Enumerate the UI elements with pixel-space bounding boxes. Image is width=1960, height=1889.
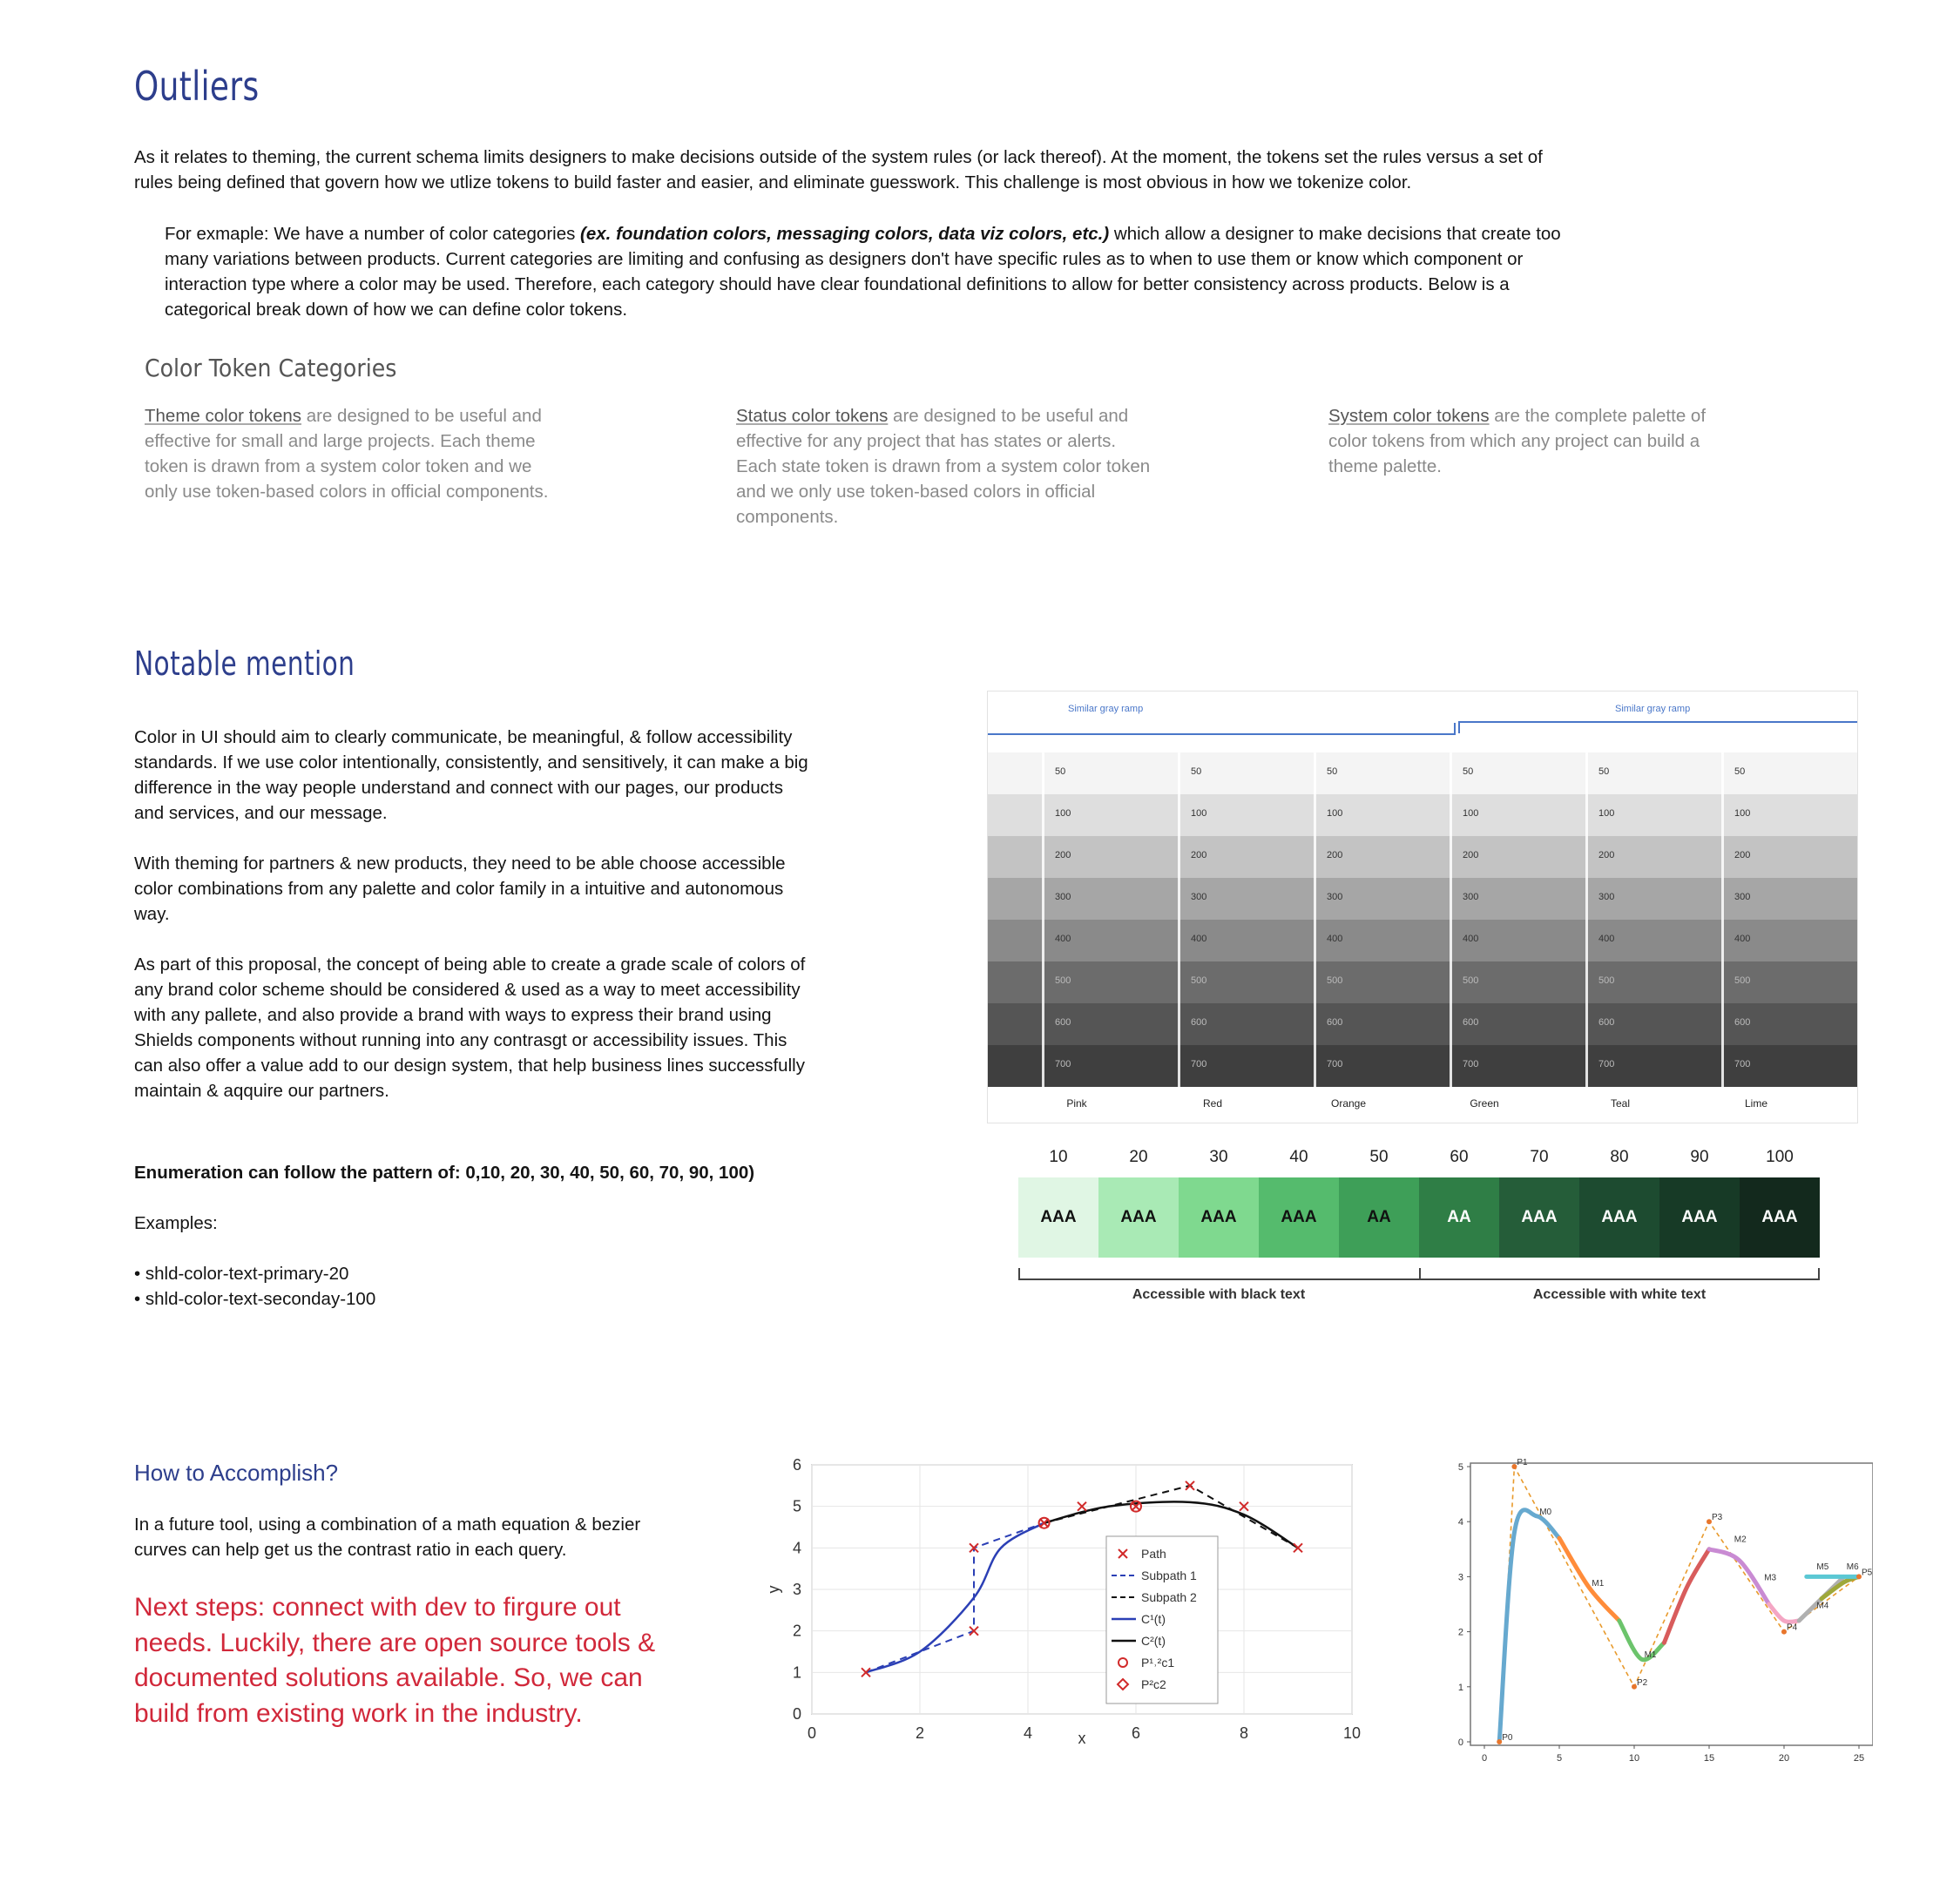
category-line: effective for small and large projects. Each theme [145,431,536,451]
examples-label: Examples: [134,1213,218,1233]
y-tick-label: 4 [792,1539,801,1557]
gray-ramp-row [988,836,1857,878]
gray-ramp-step: 300 [1327,892,1343,902]
gray-ramp-step: 50 [1598,766,1610,777]
gray-ramp-step: 300 [1055,892,1071,902]
notable-line: Color in UI should aim to clearly communicate, be meaningful, & follow accessibility [134,727,793,747]
accomplish-line: In a future tool, using a combination of a math equation & bezier [134,1515,641,1535]
bezier-path-chart [758,1454,1368,1759]
gray-ramp-step: 700 [1055,1059,1071,1069]
gray-ramp-divider [1042,752,1044,1087]
x-tick-label: 5 [1556,1753,1563,1764]
gray-ramp-row [988,1045,1857,1087]
green-scale-swatch: AAA [1579,1177,1659,1258]
y-tick-label: 6 [792,1456,801,1474]
gray-ramp-step: 500 [1055,975,1071,986]
y-axis-label: y [765,1585,782,1594]
white-text-bracket [1417,1268,1820,1280]
green-scale-numbers [1018,1148,1820,1171]
point-label: M5 [1816,1562,1829,1573]
point-label: M6 [1846,1562,1859,1573]
category-line: color tokens from which any project can build a [1328,431,1700,451]
gray-ramp-step: 300 [1463,892,1479,902]
gray-ramp-step: 100 [1734,808,1751,819]
y-tick-label: 5 [1457,1462,1463,1473]
gray-ramp-step: 600 [1463,1017,1479,1028]
notable-line: Shields components without running into any contrasgt or accessibility issues. This [134,1030,787,1050]
category-line [1328,403,1851,428]
gray-ramp-step: 50 [1463,766,1474,777]
gray-ramp-step: 700 [1734,1059,1751,1069]
gray-ramp-row [988,794,1857,836]
notable-line: difference in the way people understand and connect with our pages, our products [134,778,783,798]
point-label: P4 [1787,1623,1798,1633]
gray-ramp-step: 400 [1191,934,1207,944]
notable-title: Notable mention [134,644,355,683]
gray-ramp-step: 50 [1734,766,1746,777]
green-scale-swatch: AAA [1740,1177,1820,1258]
category-line: only use token-based colors in official components. [145,482,549,502]
gray-ramp-step: 600 [1598,1017,1615,1028]
point-label: M2 [1734,1535,1747,1545]
example-text: which allow a designer to make decisions that create too [1109,224,1561,244]
legend-label: Path [1141,1547,1166,1561]
gray-ramp-row [988,961,1857,1003]
next-steps-line: build from existing work in the industry. [134,1698,583,1728]
green-scale-swatch: AAA [1018,1177,1098,1258]
notable-line: way. [134,904,170,924]
green-scale-number: 30 [1209,1148,1228,1166]
gray-ramp-group-label: Similar gray ramp [1068,704,1144,714]
notable-line: standards. If we use color intentionally, consistently, and sensitively, it can make a big [134,752,808,772]
gray-ramp-step: 500 [1734,975,1751,986]
notable-line: color combinations from any palette and color family in a intuitive and autonomous [134,879,784,899]
gray-ramp-step: 300 [1598,892,1615,902]
next-steps [134,1590,779,1731]
gray-ramp-step: 400 [1463,934,1479,944]
legend-label: C²(t) [1141,1634,1166,1648]
outliers-intro-line: As it relates to theming, the current schema limits designers to make decisions outside of the system rules (or lack thereof). At the moment, the tokens set the rules versus a set of [134,147,1543,167]
category-line [736,403,1294,428]
example-text: For exmaple: We have a number of color categories [165,224,581,244]
category-text: are designed to be useful and [888,406,1129,426]
gray-ramp-column-label: Orange [1330,1097,1367,1110]
point-label: M3 [1764,1573,1777,1583]
y-tick-label: 5 [792,1497,801,1515]
green-scale-number: 90 [1690,1148,1709,1166]
green-scale-number: 40 [1289,1148,1308,1166]
gray-ramp-column-label: Red [1202,1097,1222,1110]
gray-ramp-table [987,691,1858,1123]
gray-ramp-step: 600 [1055,1017,1071,1028]
green-scale-number: 80 [1610,1148,1629,1166]
category-text: are designed to be useful and [301,406,542,426]
point-label: P1 [1517,1458,1528,1467]
notable-body [134,725,953,1103]
gray-ramp-step: 400 [1055,934,1071,944]
gray-ramp-bracket [1458,721,1857,733]
outliers-example-line: many variations between products. Current categories are limiting and confusing as designers don't have specific rules as to when to use them or know which component or [165,249,1524,269]
notable-line: with any pallete, and also provide a brand with ways to express their brand using [134,1005,772,1025]
x-tick-label: 25 [1853,1753,1865,1764]
gray-ramp-step: 200 [1327,850,1343,860]
example-token: • shld-color-text-seconday-100 [134,1289,376,1309]
point-label: P2 [1637,1677,1648,1688]
notable-line: With theming for partners & new products, they need to be able choose accessible [134,853,786,874]
gray-ramp-step: 500 [1191,975,1207,986]
outliers-example-line [165,221,1837,246]
x-tick-label: 10 [1628,1753,1640,1764]
gray-ramp-step: 100 [1463,808,1479,819]
example-token: • shld-color-text-primary-20 [134,1264,349,1284]
x-tick-label: 8 [1239,1724,1249,1742]
notable-line: any brand color scheme should be considered & used as a way to meet accessibility [134,980,801,1000]
gray-ramp-step: 700 [1191,1059,1207,1069]
gray-ramp-divider [1721,752,1724,1087]
category-theme [145,403,702,504]
accomplish-body [134,1512,761,1562]
gray-ramp-step: 200 [1055,850,1071,860]
point-label: P3 [1712,1513,1723,1523]
examples-list [134,1261,375,1312]
gray-ramp-divider [1450,752,1452,1087]
gray-ramp-column-label: Lime [1744,1097,1767,1110]
y-tick-label: 0 [792,1705,801,1723]
notable-line: and services, and our message. [134,803,388,823]
green-scale-swatch: AAA [1499,1177,1579,1258]
green-scale-number: 70 [1530,1148,1549,1166]
gray-ramp-step: 400 [1327,934,1343,944]
x-tick-label: 4 [1023,1724,1033,1742]
black-text-label: Accessible with black text [1132,1287,1306,1302]
x-tick-label: 0 [1481,1753,1488,1764]
point-label: M4 [1816,1601,1829,1611]
point-label: M1 [1592,1579,1605,1589]
gray-ramp-column-label: Teal [1610,1097,1630,1110]
example-emphasis: (ex. foundation colors, messaging colors, data viz colors, etc.) [580,224,1110,244]
green-scale-number: 50 [1369,1148,1389,1166]
gray-ramp-step: 300 [1191,892,1207,902]
notable-line: maintain & aqquire our partners. [134,1081,389,1101]
x-tick-label: 20 [1778,1753,1790,1764]
gray-ramp-step: 50 [1327,766,1338,777]
y-tick-label: 1 [792,1663,801,1682]
category-lead: System color tokens [1328,406,1490,426]
gray-ramp-step: 600 [1191,1017,1207,1028]
category-line: theme palette. [1328,456,1442,476]
x-tick-label: 2 [915,1724,925,1742]
notable-line: As part of this proposal, the concept of being able to create a grade scale of colors of [134,955,806,975]
gray-ramp-step: 500 [1598,975,1615,986]
green-scale-number: 100 [1766,1148,1794,1166]
category-lead: Status color tokens [736,406,889,426]
point-label: P5 [1862,1568,1873,1578]
legend-label: C¹(t) [1141,1612,1166,1626]
gray-ramp-step: 400 [1598,934,1615,944]
gray-ramp-step: 700 [1598,1059,1615,1069]
category-status [736,403,1294,530]
gray-ramp-step: 100 [1598,808,1615,819]
gray-ramp-step: 50 [1055,766,1066,777]
accomplish-line: curves can help get us the contrast ratio in each query. [134,1540,567,1560]
green-scale-swatch: AAA [1098,1177,1179,1258]
gray-ramp-step: 300 [1734,892,1751,902]
gray-ramp-grid [988,752,1857,1087]
green-scale-swatch: AAA [1179,1177,1259,1258]
green-scale-swatch: AAA [1259,1177,1339,1258]
gray-ramp-divider [1178,752,1180,1087]
plot-area [1470,1463,1873,1745]
outliers-intro [134,145,1842,195]
gray-ramp-step: 200 [1598,850,1615,860]
black-text-bracket [1018,1268,1421,1280]
x-tick-label: 6 [1131,1724,1141,1742]
green-scale-swatch: AA [1419,1177,1499,1258]
green-scale-number: 60 [1450,1148,1469,1166]
category-line: token is drawn from a system color token and we [145,456,532,476]
gray-ramp-step: 600 [1734,1017,1751,1028]
y-tick-label: 2 [792,1622,801,1640]
gray-ramp-divider [1585,752,1588,1087]
category-text: are the complete palette of [1489,406,1707,426]
gray-ramp-step: 200 [1734,850,1751,860]
y-tick-label: 3 [1457,1572,1463,1583]
outliers-example-line: categorical break down of how we can define color tokens. [165,300,628,320]
legend-label: Subpath 2 [1141,1590,1197,1604]
legend-label: Subpath 1 [1141,1569,1197,1582]
x-tick-label: 15 [1703,1753,1715,1764]
category-lead: Theme color tokens [145,406,302,426]
gray-ramp-step: 200 [1191,850,1207,860]
category-line: components. [736,507,839,527]
point-label: P0 [1502,1733,1513,1743]
x-axis-label: x [1078,1730,1086,1747]
gray-ramp-row [988,878,1857,920]
gray-ramp-row [988,752,1857,794]
next-steps-line: documented solutions available. So, we can [134,1663,643,1692]
gray-ramp-column-labels [988,1094,1857,1115]
outliers-title: Outliers [134,63,260,110]
green-scale-swatch: AA [1339,1177,1419,1258]
category-line: and we only use token-based colors in official [736,482,1096,502]
legend-label: P²c2 [1141,1677,1166,1691]
notable-line: can also offer a value add to our design system, that help business lines successfully [134,1056,805,1076]
enumeration-text: Enumeration can follow the pattern of: 0,10, 20, 30, 40, 50, 60, 70, 90, 100) [134,1163,755,1183]
category-line [145,403,702,428]
gray-ramp-step: 100 [1327,808,1343,819]
gray-ramp-column-label: Green [1470,1097,1499,1110]
outliers-example [165,221,1837,322]
categories-title: Color Token Categories [145,354,397,382]
gray-ramp-step: 700 [1327,1059,1343,1069]
outliers-example-line: interaction type where a color may be used. Therefore, each category should have clear foundational definitions to allow for better consistency across products. Below is a [165,274,1510,294]
gray-ramp-step: 700 [1463,1059,1479,1069]
category-line: Each state token is drawn from a system color token [736,456,1151,476]
gray-ramp-column-label: Pink [1066,1097,1087,1110]
gray-ramp-step: 200 [1463,850,1479,860]
y-tick-label: 1 [1457,1682,1463,1693]
legend-label: P¹˒²c1 [1141,1656,1175,1670]
point-label: M0 [1539,1507,1552,1517]
gray-ramp-step: 600 [1327,1017,1343,1028]
gray-ramp-step: 400 [1734,934,1751,944]
y-tick-label: 4 [1457,1517,1463,1528]
gray-ramp-row [988,1003,1857,1045]
green-scale-swatch: AAA [1659,1177,1740,1258]
x-tick-label: 0 [807,1724,817,1742]
y-tick-label: 3 [792,1581,801,1598]
outliers-intro-line: rules being defined that govern how we utlize tokens to build faster and easier, and eliminate guesswork. This challenge is most obvious in how we tokenize color. [134,172,1412,192]
green-scale [1018,1177,1820,1258]
gray-ramp-step: 50 [1191,766,1202,777]
gray-ramp-step: 100 [1055,808,1071,819]
gray-ramp-bracket [988,723,1456,735]
green-scale-number: 10 [1049,1148,1068,1166]
bezier-spline-chart [1455,1456,1873,1770]
gray-ramp-divider [1314,752,1316,1087]
y-tick-label: 0 [1457,1737,1463,1748]
category-line: effective for any project that has states or alerts. [736,431,1117,451]
x-tick-label: 10 [1342,1724,1362,1742]
gray-ramp-group-label: Similar gray ramp [1615,704,1691,714]
next-steps-line: needs. Luckily, there are open source tools & [134,1628,656,1657]
gray-ramp-step: 100 [1191,808,1207,819]
paragraph-spacer [134,826,953,851]
gray-ramp-step: 500 [1463,975,1479,986]
point-label: M1 [1644,1650,1657,1661]
paragraph-spacer [134,927,953,952]
next-steps-line: Next steps: connect with dev to firgure out [134,1593,621,1622]
white-text-label: Accessible with white text [1532,1287,1707,1302]
accomplish-title: How to Accomplish? [134,1460,339,1486]
gray-ramp-row [988,920,1857,961]
category-system [1328,403,1851,479]
gray-ramp-step: 500 [1327,975,1343,986]
green-scale-number: 20 [1129,1148,1148,1166]
y-tick-label: 2 [1457,1627,1463,1638]
